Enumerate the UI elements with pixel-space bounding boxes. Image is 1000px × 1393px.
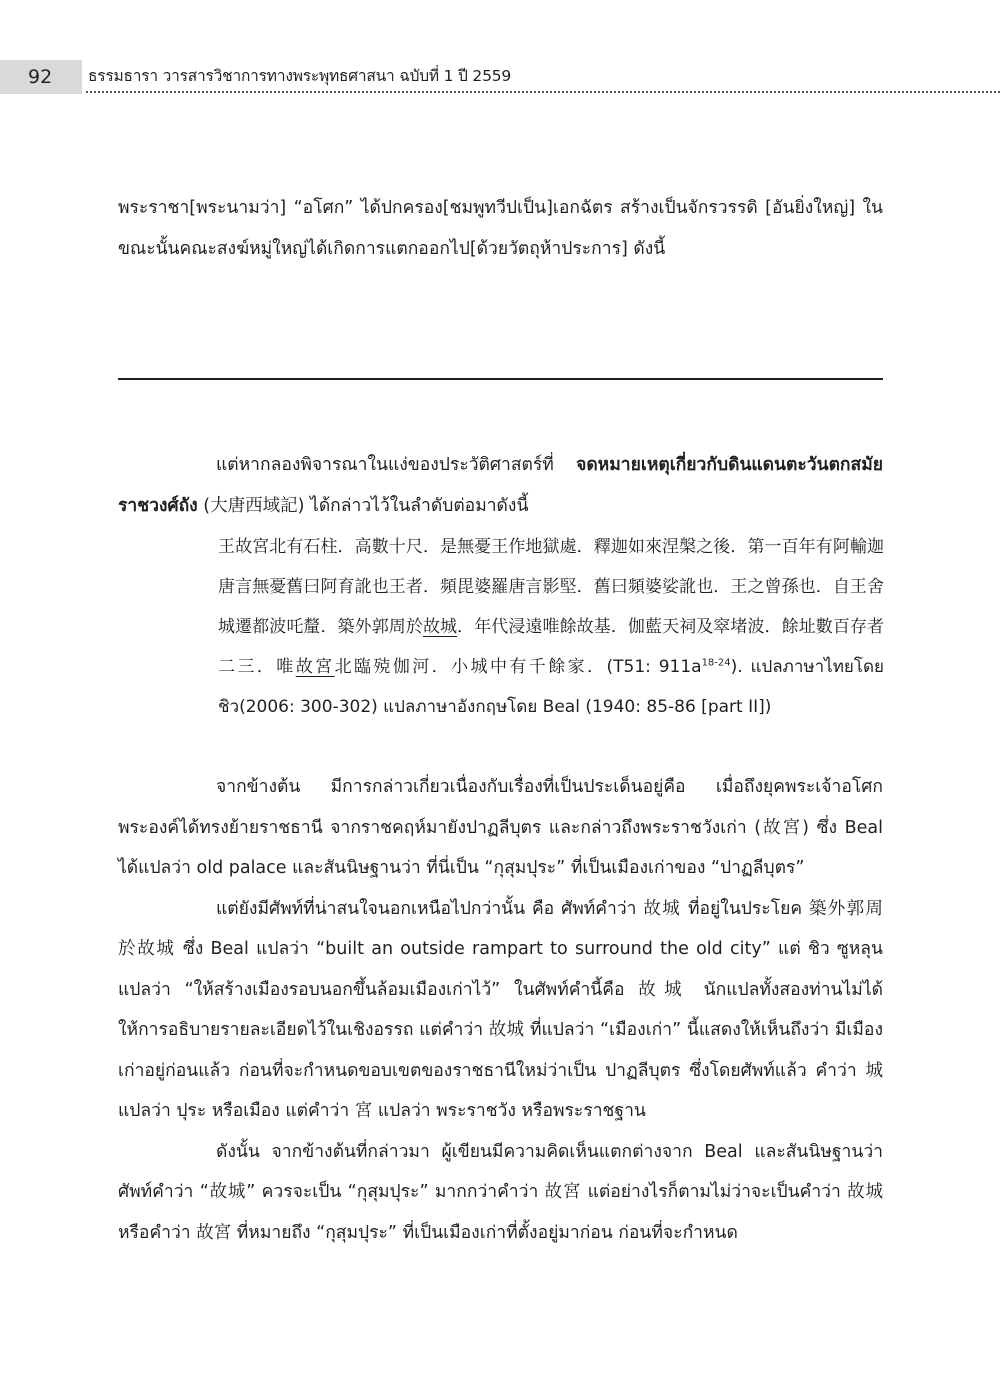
underlined-term: 故宮 [295, 657, 335, 677]
journal-title: ธรรมธารา วารสารวิชาการทางพระพุทธศาสนา ฉบับที่ 1 ปี 2559 [88, 67, 512, 85]
paragraph-text: แต่หากลองพิจารณาในแง่ของประวัติศาสตร์ที่ [216, 455, 577, 475]
intro-block [118, 188, 883, 269]
section-divider [118, 378, 883, 380]
citation-superscript: 18-24 [701, 657, 731, 669]
underlined-term: 故城 [422, 617, 458, 637]
source-title: จดหมายเหตุเกี่ยวกับดินแดนตะวันตกสมัยราชวงศ์ถัง [118, 455, 883, 516]
quote-segment: 北臨殑伽河．小城中有千餘家．(T51: 911a [334, 657, 702, 677]
intro-paragraph: พระราชา[พระนามว่า] “อโศก” ได้ปกครอง[ชมพูทวีปเป็น]เอกฉัตร สร้างเป็นจักรวรรดิ [อันยิ่งใหญ่] ในขณะนั้นคณะสงฆ์หมู่ใหญ่ได้เกิดการแตกออกไป[ด้วยวัตถุห้าประการ] ดังนี้ [118, 198, 883, 259]
body-text [118, 767, 883, 1253]
section-intro-paragraph [118, 445, 883, 526]
paragraph-text: (大唐西域記) ได้กล่าวไว้ในลำดับต่อมาดังนี้ [197, 495, 529, 516]
chinese-quotation [218, 527, 884, 727]
section-intro-block [118, 445, 883, 526]
quote-segment: ．年代浸遠唯餘故基．伽藍天祠及窣堵波．餘址數百存者二三．唯 [218, 617, 885, 677]
body-paragraph: จากข้างต้น มีการกล่าวเกี่ยวเนื่องกับเรื่องที่เป็นประเด็นอยู่คือ เมื่อถึงยุคพระเจ้าอโศก พระองค์ได้ทรงย้ายราชธานี จากราชคฤห์มายังปาฏลีบุตร และกล่าวถึงพระราชวังเก่า (故宮) ซึ่ง Beal ได้แปลว่า old palace และสันนิษฐานว่า ที่นี่เป็น “กุสุมปุระ” ที่เป็นเมืองเก่าของ “ปาฏลีบุตร” [118, 777, 883, 878]
body-paragraph: แต่ยังมีศัพท์ที่น่าสนใจนอกเหนือไปกว่านั้น คือ ศัพท์คำว่า 故城 ที่อยู่ในประโยค 築外郭周於故城 ซึ่ง Beal แปลว่า “built an outside rampart to surround the old city” แต่ ชิว ซูหลุน แปลว่า “ให้สร้างเมืองรอบนอกขึ้นล้อมเมืองเก่าไว้” ในศัพท์คำนี้คือ 故城 นักแปลทั้งสองท่านไม่ได้ให้การอธิบายรายละเอียดไว้ในเชิงอรรถ แต่คำว่า 故城 ที่แปลว่า “เมืองเก่า” นี้แสดงให้เห็นถึงว่า มีเมืองเก่าอยู่ก่อนแล้ว ก่อนที่จะกำหนดขอบเขตของราชธานีใหม่ว่าเป็น ปาฏลีบุตร ซึ่งโดยศัพท์แล้ว คำว่า 城 แปลว่า ปุระ หรือเมือง แต่คำว่า 宮 แปลว่า พระราชวัง หรือพระราชฐาน [118, 898, 883, 1121]
quote-segment: 王故宮北有石柱．高數十尺．是無憂王作地獄處．釋迦如來涅槃之後．第一百年有阿輸迦唐言無憂舊曰阿育訛也王者．頻毘婆羅唐言影堅．舊曰頻婆娑訛也．王之曾孫也．自王舍城遷都波吒釐．築外郭周於 [218, 537, 884, 637]
body-paragraph: ดังนั้น จากข้างต้นที่กล่าวมา ผู้เขียนมีความคิดเห็นแตกต่างจาก Beal และสันนิษฐานว่า ศัพท์คำว่า “故城” ควรจะเป็น “กุสุมปุระ” มากกว่าคำว่า 故宮 แต่อย่างไรก็ตามไม่ว่าจะเป็นคำว่า 故城 หรือคำว่า 故宮 ที่หมายถึง “กุสุมปุระ” ที่เป็นเมืองเก่าที่ตั้งอยู่มาก่อน ก่อนที่จะกำหนด [118, 1141, 883, 1243]
page-number: 92 [0, 60, 82, 94]
quote-segment: ). แปลภาษาไทยโดย ชิว(2006: 300-302) แปลภาษาอังกฤษโดย Beal (1940: 85-86 [part II]) [218, 657, 885, 717]
quotation-text [218, 527, 884, 727]
header-dotted-rule [86, 91, 1000, 93]
